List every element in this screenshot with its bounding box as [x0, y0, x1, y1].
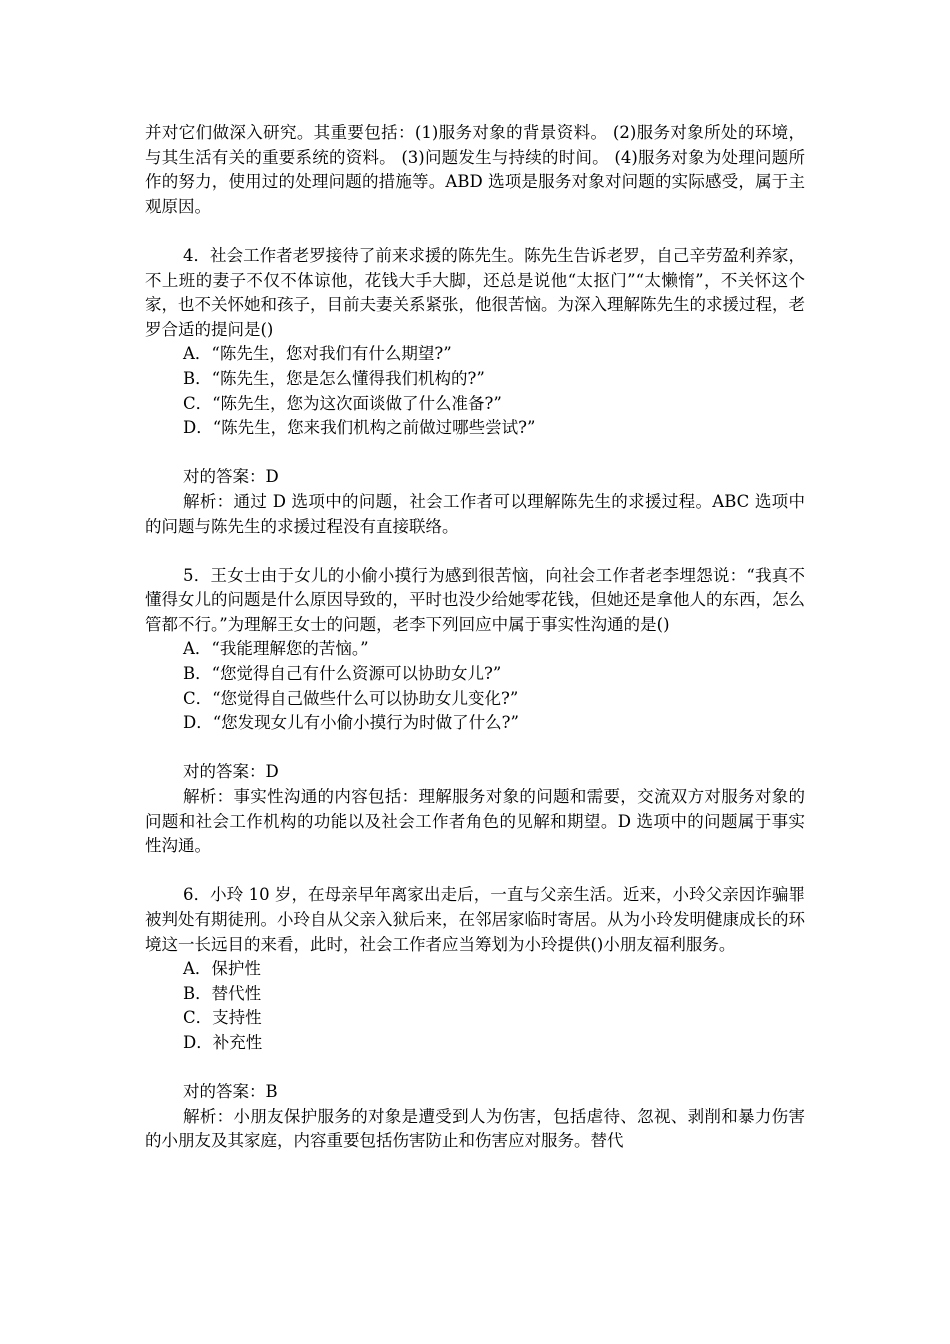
- option-a: A．“陈先生，您对我们有什么期望?”: [183, 344, 452, 364]
- question-stem: 5．王女士由于女儿的小偷小摸行为感到很苦恼，向社会工作者老李埋怨说：“我真不懂得女儿的问题是什么原因导致的，平时也没少给她零花钱，但她还是拿他人的东西，怎么管都不行。”为理解王女士的问题，老李下列回应中属于事实性沟通的是(): [145, 565, 805, 634]
- question-4: [145, 244, 805, 539]
- intro-paragraph: 并对它们做深入研究。其重要包括：(1)服务对象的背景资料。 (2)服务对象所处的环境，与其生活有关的重要系统的资料。 (3)问题发生与持续的时间。 (4)服务对象为处理问题所作的努力，使用过的处理问题的措施等。ABD 选项是服务对象对问题的实际感受，属于主观原因。: [145, 123, 805, 216]
- spacer: [145, 219, 805, 244]
- option-c: C．支持性: [183, 1008, 262, 1028]
- option-b: B．替代性: [183, 983, 262, 1003]
- option-b: B．“您觉得自己有什么资源可以协助女儿?”: [183, 664, 502, 684]
- option-d: D．“陈先生，您来我们机构之前做过哪些尝试?”: [183, 418, 536, 438]
- spacer: [145, 441, 805, 466]
- answer: 对的答案：B: [183, 1082, 278, 1102]
- option-c: C．“陈先生，您为这次面谈做了什么准备?”: [183, 393, 502, 413]
- analysis: 解析：事实性沟通的内容包括：理解服务对象的问题和需要，交流双方对服务对象的问题和社会工作机构的功能以及社会工作者角色的见解和期望。D 选项中的问题属于事实性沟通。: [145, 787, 805, 856]
- analysis: 解析：小朋友保护服务的对象是遭受到人为伤害，包括虐待、忽视、剥削和暴力伤害的小朋友及其家庭，内容重要包括伤害防止和伤害应对服务。替代: [145, 1106, 805, 1151]
- question-stem: 6．小玲 10 岁，在母亲早年离家出走后，一直与父亲生活。近来，小玲父亲因诈骗罪被判处有期徒刑。小玲自从父亲入狱后来，在邻居家临时寄居。从为小玲发明健康成长的环境这一长远目的来看，此时，社会工作者应当筹划为小玲提供()小朋友福利服务。: [145, 885, 805, 954]
- document-page: [145, 121, 805, 1154]
- option-c: C．“您觉得自己做些什么可以协助女儿变化?”: [183, 688, 519, 708]
- question-6: [145, 883, 805, 1154]
- option-a: A．保护性: [183, 959, 261, 979]
- option-d: D．补充性: [183, 1032, 263, 1052]
- option-a: A．“我能理解您的苦恼。”: [183, 639, 369, 659]
- question-stem: 4．社会工作者老罗接待了前来求援的陈先生。陈先生告诉老罗，自己辛劳盈利养家，不上班的妻子不仅不体谅他，花钱大手大脚，还总是说他“太抠门”“太懒惰”，不关怀这个家，也不关怀她和孩子，目前夫妻关系紧张，他很苦恼。为深入理解陈先生的求援过程，老罗合适的提问是(): [145, 245, 805, 339]
- spacer: [145, 539, 805, 564]
- spacer: [145, 1056, 805, 1081]
- answer: 对的答案：D: [183, 762, 279, 782]
- analysis: 解析：通过 D 选项中的问题，社会工作者可以理解陈先生的求援过程。ABC 选项中的问题与陈先生的求援过程没有直接联络。: [145, 491, 805, 536]
- option-b: B．“陈先生，您是怎么懂得我们机构的?”: [183, 368, 485, 388]
- spacer: [145, 859, 805, 884]
- spacer: [145, 736, 805, 761]
- answer: 对的答案：D: [183, 467, 279, 487]
- question-5: [145, 564, 805, 859]
- option-d: D．“您发现女儿有小偷小摸行为时做了什么?”: [183, 713, 519, 733]
